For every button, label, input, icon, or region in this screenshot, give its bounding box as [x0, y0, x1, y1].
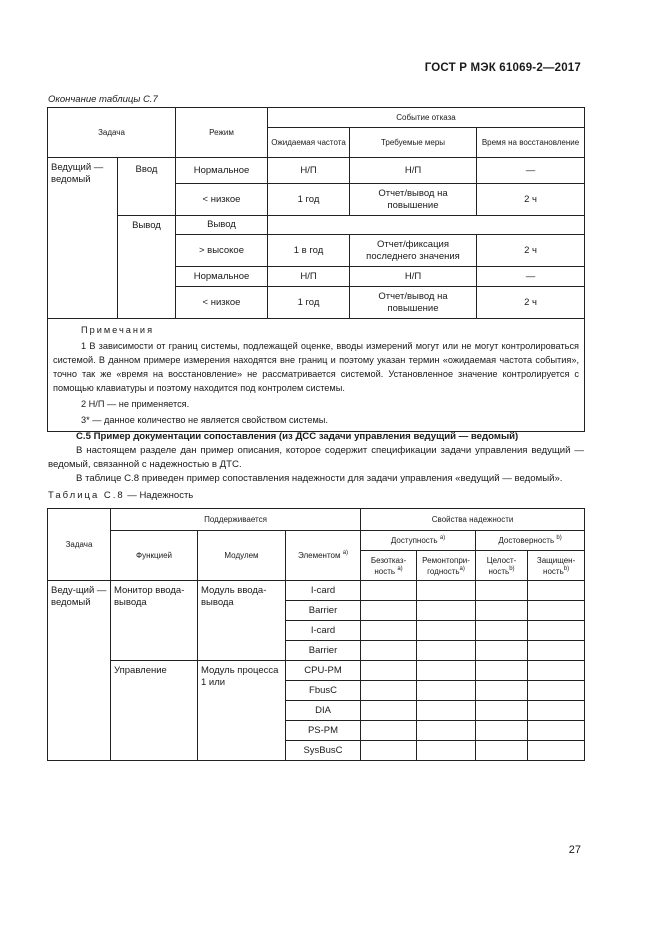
input-cell: Ввод — [118, 158, 176, 216]
element-cell: Barrier — [286, 601, 361, 621]
table-row-recovery: — — [477, 158, 585, 184]
header-properties: Свойства надежности — [361, 509, 585, 531]
table-row-freq: Н/П — [268, 267, 350, 287]
function-control: Управление — [111, 661, 198, 761]
document-header: ГОСТ Р МЭК 61069-2—2017 — [424, 62, 581, 74]
table-row-recovery: 2 ч — [477, 235, 585, 267]
header-availability: Доступность $^{а)}$ — [361, 531, 476, 551]
header-task: Задача — [48, 108, 176, 158]
element-cell: CPU-PM — [286, 661, 361, 681]
notes-title: Примечания — [81, 325, 155, 335]
table-row-mode: Вывод — [176, 216, 268, 235]
table-row-measures: Н/П — [350, 267, 477, 287]
page-number: 27 — [568, 844, 581, 856]
header-measures: Требуемые меры — [350, 128, 477, 158]
note-1: 1 В зависимости от границ системы, подлежащей оценке, вводы измерений могут или не могут контролироваться системой. В данном примере измерения находятся вне границ и поэтому указан термин «ожидаемая частота события», точно так же «время на восстановление» не рассматривается системой. Установленное значение контролируется с помощью клавиатуры и поэтому находится под контролем системы. — [53, 341, 580, 393]
element-cell: Barrier — [286, 641, 361, 661]
output-cell: Вывод — [118, 216, 176, 319]
element-cell: FbusC — [286, 681, 361, 701]
element-cell: I-card — [286, 621, 361, 641]
table-c8-caption — [48, 490, 193, 501]
table-row-freq: Н/П — [268, 158, 350, 184]
table-row-measures: Н/П — [350, 158, 477, 184]
element-cell: SysBusC — [286, 741, 361, 761]
header-trust: Достоверность $^{b)}$ — [476, 531, 585, 551]
table-c7-caption: Окончание таблицы С.7 — [48, 94, 158, 105]
task-cell: Ведущий — ведомый — [48, 158, 118, 319]
table-row-measures: Отчет/фиксация последнего значения — [350, 235, 477, 267]
table-row-recovery: 2 ч — [477, 184, 585, 216]
header-safety: Безотказ-ность $^{а)}$ — [361, 551, 417, 581]
element-cell: PS-PM — [286, 721, 361, 741]
note-3: 3* — данное количество не является свойством системы. — [81, 415, 328, 425]
header-recovery: Время на восстановление — [477, 128, 585, 158]
element-cell: DIA — [286, 701, 361, 721]
table-row-measures: Отчет/вывод на повышение — [350, 184, 477, 216]
header-module: Модулем — [198, 531, 286, 581]
header-protect: Защищен-ность$^{b)}$ — [528, 551, 585, 581]
header-supported: Поддерживается — [111, 509, 361, 531]
section-paragraph-1: В настоящем разделе дан пример описания, которое содержит спецификации задачи управления ведущий — ведомый, связанной с надежностью в ДТС. — [48, 445, 584, 470]
table-row-freq: 1 год — [268, 184, 350, 216]
table-row-freq: 1 в год — [268, 235, 350, 267]
module-io: Модуль ввода-вывода — [198, 581, 286, 661]
element-cell: I-card — [286, 581, 361, 601]
section-paragraph-2: В таблице С.8 приведен пример сопоставления надежности для задачи управления «ведущий — ведомый». — [76, 473, 563, 484]
table-row-mode: > высокое — [176, 235, 268, 267]
section-c5 — [48, 430, 584, 486]
notes-block — [48, 319, 585, 432]
table-row-mode: Нормальное — [176, 158, 268, 184]
table-row-recovery: — — [477, 267, 585, 287]
table-row-mode: < низкое — [176, 184, 268, 216]
table-row-freq: 1 год — [268, 287, 350, 319]
table-row-recovery: 2 ч — [477, 287, 585, 319]
table-c8-caption-prefix: Таблица С.8 — [48, 490, 125, 501]
header-event: Событие отказа — [268, 108, 585, 128]
table-c7 — [47, 107, 585, 432]
task-cell: Веду-щий — ведомый — [48, 581, 111, 761]
module-process: Модуль процесса 1 или — [198, 661, 286, 761]
function-monitor: Монитор ввода-вывода — [111, 581, 198, 661]
table-c8 — [47, 508, 585, 761]
header-task: Задача — [48, 509, 111, 581]
header-freq: Ожидаемая частота — [268, 128, 350, 158]
header-integrity: Целост-ность$^{b)}$ — [476, 551, 528, 581]
table-row-mode: < низкое — [176, 287, 268, 319]
table-row-mode: Нормальное — [176, 267, 268, 287]
header-repair: Ремонтопри-годность$^{а)}$ — [417, 551, 476, 581]
header-function: Функцией — [111, 531, 198, 581]
section-title: С.5 Пример документации сопоставления (из ДСС задачи управления ведущий — ведомый) — [76, 431, 519, 442]
note-2: 2 Н/П — не применяется. — [81, 399, 190, 409]
header-element: Элементом $^{а)}$ — [286, 531, 361, 581]
table-row-measures: Отчет/вывод на повышение — [350, 287, 477, 319]
header-mode: Режим — [176, 108, 268, 158]
table-c8-caption-title: — Надежность — [124, 490, 194, 501]
